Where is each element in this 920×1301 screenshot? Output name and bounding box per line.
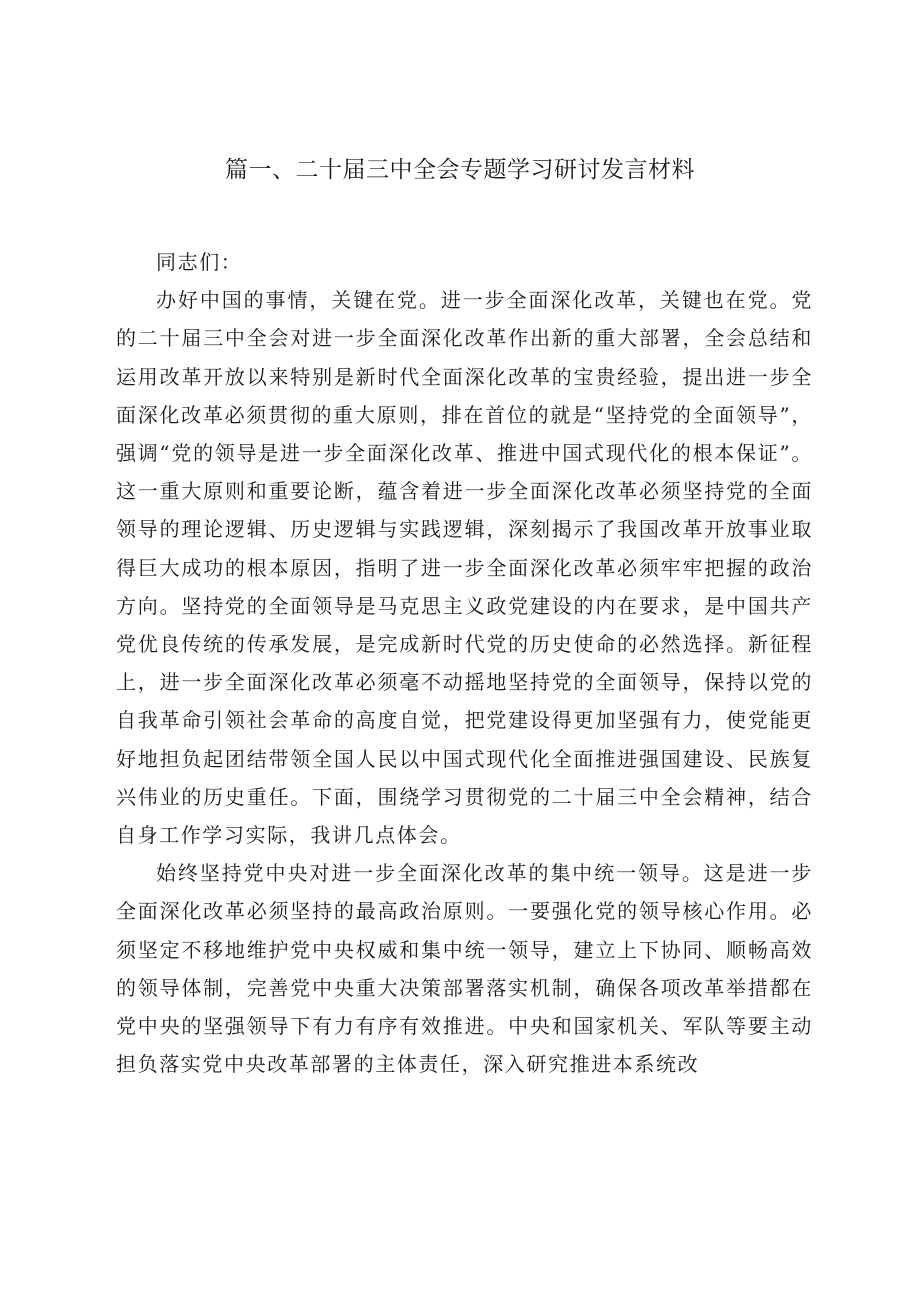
- paragraph: 始终坚持党中央对进一步全面深化改革的集中统一领导。这是进一步全面深化改革必须坚持的最高政治原则。一要强化党的领导核心作用。必须坚定不移地维护党中央权威和集中统一领导，建立上下协同、顺畅高效的领导体制，完善党中央重大决策部署落实机制，确保各项改革举措都在党中央的坚强领导下有力有序有效推进。中央和国家机关、军队等要主动担负落实党中央改革部署的主体责任，深入研究推进本系统改: [116, 861, 813, 1077]
- document-title: 篇一、二十届三中全会专题学习研讨发言材料: [225, 157, 695, 183]
- document-body: [116, 243, 813, 1083]
- paragraph: 办好中国的事情，关键在党。进一步全面深化改革，关键也在党。党的二十届三中全会对进一步全面深化改革作出新的重大部署，全会总结和运用改革开放以来特别是新时代全面深化改革的宝贵经验，提出进一步全面深化改革必须贯彻的重大原则，排在首位的就是“坚持党的全面领导”，强调“党的领导是进一步全面深化改革、推进中国式现代化的根本保证”。这一重大原则和重要论断，蕴含着进一步全面深化改革必须坚持党的全面领导的理论逻辑、历史逻辑与实践逻辑，深刻揭示了我国改革开放事业取得巨大成功的根本原因，指明了进一步全面深化改革必须牢牢把握的政治方向。坚持党的全面领导是马克思主义政党建设的内在要求，是中国共产党优良传统的传承发展，是完成新时代党的历史使命的必然选择。新征程上，进一步全面深化改革必须毫不动摇地坚持党的全面领导，保持以党的自我革命引领社会革命的高度自觉，把党建设得更加坚强有力，使党能更好地担负起团结带领全国人民以中国式现代化全面推进强国建设、民族复兴伟业的历史重任。下面，围绕学习贯彻党的二十届三中全会精神，结合自身工作学习实际，我讲几点体会。: [116, 288, 813, 848]
- salutation: 同志们：: [156, 250, 243, 274]
